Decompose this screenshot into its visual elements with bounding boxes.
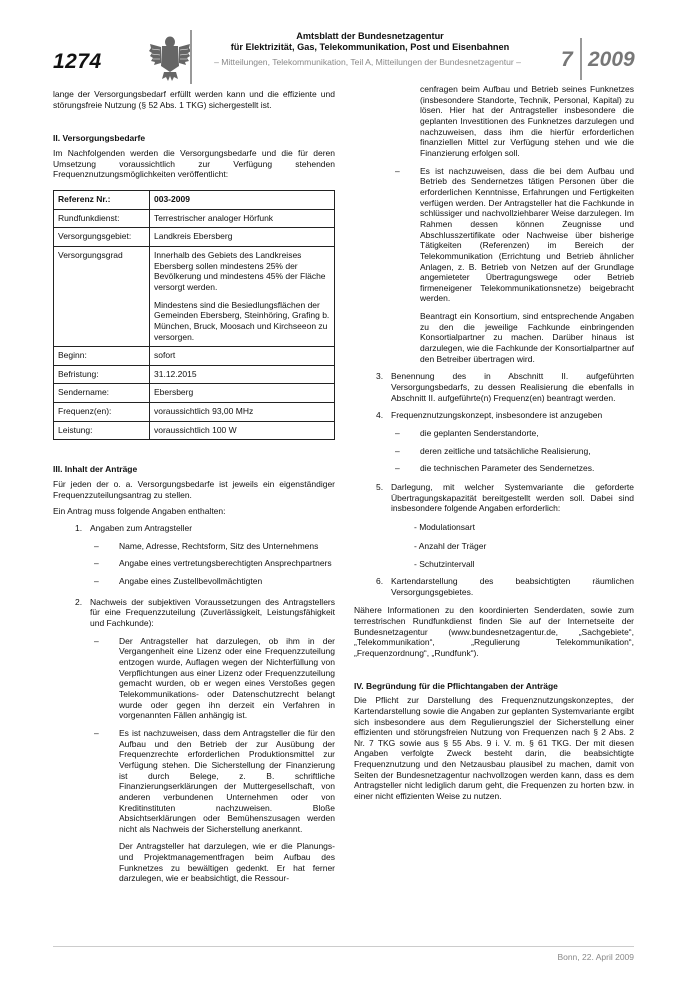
- table-cell-label: Befristung:: [54, 365, 150, 384]
- table-cell-label: Leistung:: [54, 421, 150, 440]
- table-cell-value: 003-2009: [150, 190, 335, 209]
- dash-item: – Es ist nachzuweisen, dass dem Antragsteller die für den Aufbau und den Betrieb der zur Ausübung der Frequenzrechte erforderlichen Produktionsmittel zur Verfügung stehen. Die Sicherstellung der Finanzierung ist durch Belege, z. B. schriftliche Finanzierungserklärungen der Muttergesellschaft, von anderen verbundenen Unternehmen oder von Kreditinstituten nachzuweisen. Bloße Absichtserklärungen oder Bemühenszusagen werden nicht als Nachweis der Sicherstellung anerkannt. Der Antragsteller hat darzulegen, wie er die Planungs- und Projektmanagementfragen beim Aufbau des Funknetzes zu bewältigen gedenkt. Er hat ferner darzulegen, wie er beabsichtigt, die Ressour-: [94, 727, 335, 884]
- dash-item-text: Angabe eines vertretungsberechtigten Ansprechpartners: [119, 558, 332, 569]
- dash-item-continuation: Beantragt ein Konsortium, sind entsprechende Angaben zu den die jeweilige Fachkunde einbringenden Konsortialpartner zu machen. Darüber hinaus ist darzulegen, wie die Fachkunde der Konsortialpartner auf den Betreiber übertragen wird.: [420, 311, 634, 364]
- list-item-text: Benennung des in Abschnitt II. aufgeführten Versorgungsbedarfs, zu dessen Realisierung die ebenfalls in Abschnitt II. aufgeführte(n) Frequenz(en) beantragt werden.: [391, 371, 634, 403]
- dash-item: – Angabe eines Zustellbevollmächtigten: [90, 576, 335, 587]
- journal-subtitle: – Mitteilungen, Telekommunikation, Teil A, Mitteilungen der Bundesnetzagentur –: [214, 57, 521, 67]
- list-number: 3.: [376, 371, 384, 382]
- table-row: [54, 209, 335, 228]
- dash-item: – Name, Adresse, Rechtsform, Sitz des Unternehmens: [90, 541, 335, 552]
- table-header-row: [54, 190, 335, 209]
- dash-item: – Der Antragsteller hat darzulegen, ob ihm in der Vergangenheit eine Lizenz oder eine Frequenzzuteilung entzogen wurde, Auflagen wegen der Nichterfüllung von Verpflichtungen aus einer Lizenz oder Frequenzzuteilung gemacht wurden, ob er wegen eines Verstoßes gegen Telekommunikations- oder Datenschutzrecht belangt wurde oder gegen ihn derzeit ein Verfahren in vorgenannten Fällen anhängig ist.: [94, 635, 335, 721]
- table-cell-value: sofort: [150, 347, 335, 366]
- dash-item: – Angabe eines vertretungsberechtigten Ansprechpartners: [90, 558, 335, 569]
- section-2-text: Im Nachfolgenden werden die Versorgungsbedarfe und die für deren Umsetzung voraussichtlich zur Verfügung stehenden Frequenznutzungsmöglichkeiten veröffentlicht:: [53, 147, 335, 180]
- list-item-text: Nachweis der subjektiven Voraussetzungen des Antragstellers für eine Frequenzzuteilung (Zuverlässigkeit, Leistungsfähigkeit und Fachkunde):: [90, 596, 335, 628]
- dash-item: – die technischen Parameter des Sendernetzes.: [391, 463, 634, 474]
- table-cell-label: Versorgungsgebiet:: [54, 228, 150, 247]
- dash-item-text: die technischen Parameter des Sendernetzes.: [420, 463, 595, 474]
- section-2-heading: II. Versorgungsbedarfe: [53, 133, 146, 144]
- list-item: [354, 410, 634, 474]
- left-column: [53, 89, 335, 884]
- table-cell-value: Ebersberg: [150, 384, 335, 403]
- sub-item: - Schutzintervall: [414, 559, 475, 570]
- table-cell-label: Frequenz(en):: [54, 403, 150, 422]
- journal-title: [195, 31, 545, 53]
- sub-item: - Anzahl der Träger: [414, 540, 487, 551]
- table-row: [54, 365, 335, 384]
- table-cell-label: Versorgungsgrad: [54, 246, 150, 346]
- dash-item-text: die geplanten Senderstandorte,: [420, 428, 539, 439]
- header-divider: [190, 30, 192, 84]
- journal-title-line1: Amtsblatt der Bundesnetzagentur: [296, 31, 444, 41]
- list-item-text: Angaben zum Antragsteller: [90, 523, 193, 534]
- table-row: [54, 421, 335, 440]
- sub-item: - Modulationsart: [414, 521, 475, 532]
- continued-text: cenfragen beim Aufbau und Betrieb seines Funknetzes (insbesondere Standorte, Technik, Personal, Kapital) zu lösen. Hier hat der Antragsteller insbesondere die geplanten Investitionen des Funknetzes darzulegen und nachzuweisen, dass ihm die hierfür erforderlichen finanziellen Mittel zur Verfügung stehen und wie die Finanzierung erfolgen soll.: [420, 84, 634, 158]
- list-item-text: Kartendarstellung des beabsichtigten räumlichen Versorgungsgebietes.: [391, 575, 634, 597]
- federal-eagle-icon: [148, 32, 192, 82]
- table-cell-value: voraussichtlich 93,00 MHz: [150, 403, 335, 422]
- intro-paragraph: lange der Versorgungsbedarf erfüllt werden kann und die effiziente und störungsfreie Nutzung (§ 52 Abs. 1 TKG) sichergestellt ist.: [53, 89, 335, 110]
- list-number: 2.: [75, 596, 83, 607]
- list-number: 4.: [376, 410, 384, 421]
- issue-divider: [580, 38, 582, 80]
- dash-item-text: Name, Adresse, Rechtsform, Sitz des Unternehmens: [119, 540, 319, 551]
- table-cell-label: Rundfunkdienst:: [54, 209, 150, 228]
- issue-year: 2009: [588, 48, 635, 71]
- list-number: 6.: [376, 575, 384, 586]
- table-row: [54, 403, 335, 422]
- table-row: [54, 228, 335, 247]
- list-number: 5.: [376, 482, 384, 492]
- list-item: [354, 482, 634, 570]
- table-cell-value: [150, 246, 335, 346]
- info-paragraph: Nähere Informationen zu den koordinierten Senderdaten, sowie zum terrestrischen Rundfunkdienst finden Sie auf der Internetseite der Bundesnetzagentur (www.bundesnetzagentur.de, „Sachgebiete“, „Telekommunikation“, „Regulierung Telekommunikation“, „Frequenzordnung“, „Rundfunk“).: [354, 605, 634, 658]
- table-row: [54, 246, 335, 346]
- table-cell-value: 31.12.2015: [150, 365, 335, 384]
- section-4-heading: IV. Begründung für die Pflichtangaben der Anträge: [354, 680, 558, 691]
- dash-item-text: Der Antragsteller hat darzulegen, ob ihm in der Vergangenheit eine Lizenz oder eine Frequenzzuteilung entzogen wurde, Auflagen wegen der Nichterfüllung von Verpflichtungen aus einer Lizenz oder Frequenzzuteilung gemacht wurden, ob er wegen eines Verstoßes gegen Telekommunikations- oder Datenschutzrecht belangt wurde oder gegen ihn derzeit ein Verfahren in vorgenannten Fällen anhängig ist.: [119, 635, 335, 721]
- right-column: [354, 84, 634, 802]
- list-item: [53, 597, 335, 884]
- issue-number: 7: [561, 48, 573, 71]
- footer-date: Bonn, 22. April 2009: [557, 952, 634, 962]
- list-number: 1.: [75, 523, 83, 534]
- dash-item-text: Es ist nachzuweisen, dass dem Antragsteller die für den Aufbau und den Betrieb der zur Ausübung der Frequenzrechte erforderlichen Produktionsmittel zur Verfügung stehen. Die Sicherstellung der Finanzierung ist durch Belege, z. B. schriftliche Finanzierungserklärungen der Muttergesellschaft, von anderen verbundenen Unternehmen oder von Kreditinstituten nachzuweisen. Bloße Absichtserklärungen oder Bemühenszusagen werden nicht als Nachweis der Sicherstellung anerkannt.: [119, 727, 335, 834]
- list-item: [53, 523, 335, 587]
- section-4-text: Die Pflicht zur Darstellung des Frequenznutzungskonzeptes, der Kartendarstellung sowie die Angaben zur geplanten Systemvariante ergibt sich insbesondere aus dem Regulierungsziel der Sicherstellung einer effizienten und störungsfreien Nutzung von Frequenzen nach § 2 Abs. 2 Nr. 7 TKG sowie aus § 55 Abs. 9 i. V. m. § 61 TKG. Der mit diesen Angaben verfolgte Zweck besteht darin, die beabsichtigte Frequenznutzung und den Netzausbau plausibel zu machen, damit von Seiten der Bundesnetzagentur nachvollzogen werden kann, dass es dem Antragsteller nicht lediglich darum geht, die Frequenzen zu horten bzw. in einer nicht effizienten Weise zu nutzen.: [354, 695, 634, 802]
- list-item-text: Darlegung, mit welcher Systemvariante die geforderte Übertragungskapazität bereitgestellt werden soll. Dabei sind insbesondere folgende Angaben erforderlich:: [391, 482, 634, 514]
- dash-item: – deren zeitliche und tatsächliche Realisierung,: [391, 446, 634, 457]
- journal-title-line2: für Elektrizität, Gas, Telekommunikation, Post und Eisenbahnen: [230, 42, 510, 52]
- table-cell-value: Landkreis Ebersberg: [150, 228, 335, 247]
- table-cell-label: Beginn:: [54, 347, 150, 366]
- coverage-paragraph-2: Mindestens sind die Besiedlungsflächen der Gemeinden Ebersberg, Steinhöring, Grafing b. München, Bruck, Moosach und Kirchseeon zu versorgen.: [154, 299, 330, 342]
- page-number: 1274: [53, 50, 102, 73]
- coverage-paragraph-1: Innerhalb des Gebiets des Landkreises Ebersberg sollen mindestens 25% der Bevölkerung und mindestens 45% der Fläche versorgt werden.: [154, 249, 326, 292]
- dash-item-continuation: Der Antragsteller hat darzulegen, wie er die Planungs- und Projektmanagementfragen beim Aufbau des Funknetzes zu bewältigen gedenkt. Er hat ferner darzulegen, wie er beabsichtigt, die Ressour-: [119, 841, 335, 884]
- dash-item: – Es ist nachzuweisen, dass die bei dem Aufbau und Betrieb des Sendernetzes tätigen Personen über die erforderlichen Kenntnisse, Erfahrungen und Fertigkeiten verfügen werden. Der Antragsteller hat die Fachkunde in schlüssiger und nachvollziehbarer Weise darzulegen. Im Rahmen dessen können Zeugnisse und Abschlusszertifikate oder Nachweise über bisherige Tätigkeiten (Referenzen) im Bereich der Telekommunikation (Errichtung und Betrieb ähnlicher Anlagen, z. B. Betrieb von Netzen auf der Grundlage angemieteter Übertragungswege oder Betrieb firmeneigener Telekommunikationsnetze) beigebracht werden. Beantragt ein Konsortium, sind entsprechende Angaben zu den die jeweilige Fachkunde einbringenden Konsortialpartner zu machen. Darüber hinaus ist darzulegen, wie die Fachkunde der Konsortialpartner auf den Betreiber übertragen wird.: [395, 165, 634, 364]
- table-row: [54, 384, 335, 403]
- dash-item: – die geplanten Senderstandorte,: [391, 428, 634, 439]
- footer-divider: [53, 946, 634, 947]
- dash-item-text: Angabe eines Zustellbevollmächtigten: [119, 576, 263, 587]
- list-item-text: Frequenznutzungskonzept, insbesondere ist anzugeben: [391, 410, 603, 421]
- list-item: [354, 371, 634, 403]
- section-3-paragraph-2: Ein Antrag muss folgende Angaben enthalten:: [53, 506, 226, 517]
- table-row: [54, 347, 335, 366]
- table-cell-label: Referenz Nr.:: [54, 190, 150, 209]
- dash-item-text: deren zeitliche und tatsächliche Realisierung,: [420, 445, 591, 456]
- requirements-table: [53, 190, 335, 441]
- section-3-paragraph-1: Für jeden der o. a. Versorgungsbedarfe ist jeweils ein eigenständiger Frequenzzuteilungsantrag zu stellen.: [53, 479, 335, 500]
- table-cell-label: Sendername:: [54, 384, 150, 403]
- section-3-heading: III. Inhalt der Anträge: [53, 464, 138, 475]
- list-item: [354, 576, 634, 597]
- dash-item-text: Es ist nachzuweisen, dass die bei dem Aufbau und Betrieb des Sendernetzes tätigen Personen über die erforderlichen Kenntnisse, Erfahrungen und Fertigkeiten verfügen werden. Der Antragsteller hat die Fachkunde in schlüssiger und nachvollziehbarer Weise darzulegen. Im Rahmen dessen können Zeugnisse und Abschlusszertifikate oder Nachweise über bisherige Tätigkeiten (Referenzen) im Bereich der Telekommunikation (Errichtung und Betrieb ähnlicher Anlagen, z. B. Betrieb von Netzen auf der Grundlage angemieteter Übertragungswege oder Betrieb firmeneigener Telekommunikationsnetze) beigebracht werden.: [420, 165, 634, 304]
- table-cell-value: voraussichtlich 100 W: [150, 421, 335, 440]
- table-cell-value: Terrestrischer analoger Hörfunk: [150, 209, 335, 228]
